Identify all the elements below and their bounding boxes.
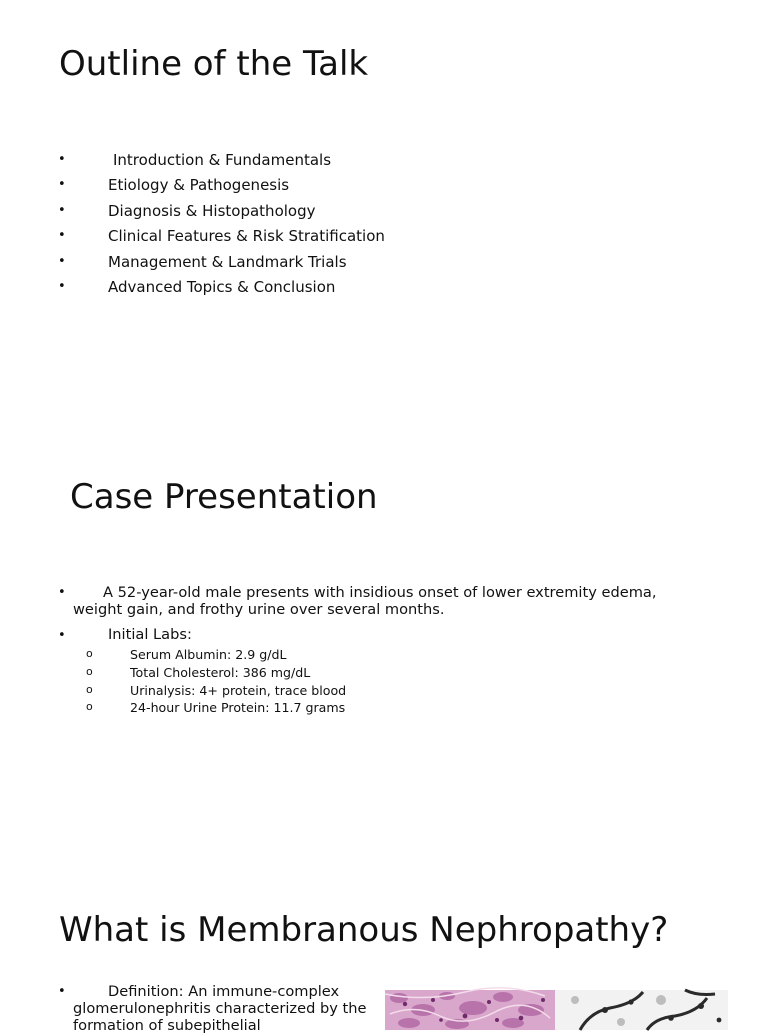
list-item (58, 983, 368, 1034)
mn-title: What is Membranous Nephropathy? (59, 910, 669, 950)
list-item (58, 226, 718, 251)
sub-bullet-icon: o (86, 700, 93, 714)
list-item (58, 252, 718, 277)
case-paragraph: A 52-year-old male presents with insidious onset of lower extremity edema, weight gain, and frothy urine over several months. (73, 584, 657, 618)
list-item (58, 584, 698, 618)
outline-title: Outline of the Talk (59, 44, 369, 84)
histology-micrograph (385, 990, 728, 1030)
bullet-icon: • (58, 177, 66, 193)
lab-value: Urinalysis: 4+ protein, trace blood (130, 682, 347, 698)
sub-bullet-icon: o (86, 664, 93, 678)
lab-value: Total Cholesterol: 386 mg/dL (130, 664, 311, 680)
lab-value: Serum Albumin: 2.9 g/dL (130, 647, 287, 662)
list-item (58, 201, 718, 226)
bullet-icon: • (58, 278, 66, 294)
bullet-icon: • (58, 253, 66, 269)
lab-value: 24-hour Urine Protein: 11.7 grams (130, 700, 346, 716)
definition-text: Definition: An immune-complex glomerulonephritis characterized by the formation of subepithelial (73, 983, 367, 1034)
histology-images (385, 990, 728, 1030)
bullet-icon: • (58, 228, 66, 244)
outline-item-text: Diagnosis & Histopathology (108, 201, 316, 220)
definition-list (58, 983, 368, 1034)
outline-item-text: Management & Landmark Trials (108, 252, 347, 271)
list-item (58, 175, 718, 200)
bullet-icon: • (58, 585, 66, 600)
outline-list (58, 150, 718, 302)
case-title: Case Presentation (70, 477, 378, 517)
labs-label: Initial Labs: (108, 626, 192, 643)
outline-item-text: Advanced Topics & Conclusion (108, 277, 336, 296)
list-item (58, 626, 698, 646)
sub-bullet-icon: o (86, 682, 93, 696)
case-list (58, 584, 698, 646)
outline-item-text: Clinical Features & Risk Stratification (108, 227, 385, 246)
outline-item-text: Introduction & Fundamentals (113, 151, 332, 169)
bullet-icon: • (58, 152, 66, 167)
bullet-icon: • (58, 628, 66, 643)
bullet-icon: • (58, 202, 66, 218)
bullet-icon: • (58, 984, 66, 999)
outline-item-text: Etiology & Pathogenesis (108, 176, 290, 195)
list-item (58, 150, 718, 175)
sub-bullet-icon: o (86, 647, 93, 660)
list-item (58, 277, 718, 302)
